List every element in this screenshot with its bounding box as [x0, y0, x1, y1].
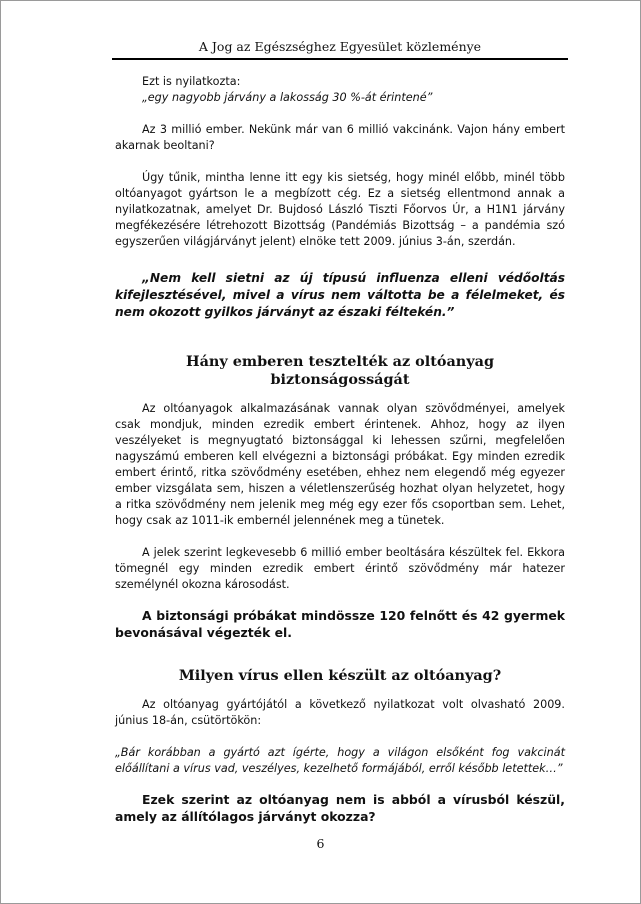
- section-heading-virus: Milyen vírus ellen készült az oltóanyag?: [178, 667, 502, 684]
- section-heading-testing: Hány emberen tesztelték az oltóanyag biztonságosságát: [185, 353, 495, 388]
- quote-no-hurry: „Nem kell sietni az új típusú influenza elleni védőoltás kifejlesztésével, mivel a vírus nem váltotta be a félelmeket, és nem okozott gyilkos járványt az északi féltekén.”: [115, 271, 565, 319]
- paragraph-6-million: A jelek szerint legkevesebb 6 millió ember beoltására készültek fel. Ekkora tömegnél egy minden ezredik embert érintő szövődmény már hatezer személynél okozna károsodást.: [115, 546, 565, 591]
- header-rule: [112, 58, 568, 60]
- paragraph-manufacturer: Az oltóanyag gyártójától a következő nyilatkozat volt olvasható 2009. június 18-án, csütörtökön:: [115, 698, 565, 727]
- running-header: A Jog az Egészséghez Egyesület közleménye: [198, 39, 482, 54]
- quote-30-percent: „egy nagyobb járvány a lakosság 30 %-át érintené”: [142, 91, 433, 104]
- paragraph-side-effects: Az oltóanyagok alkalmazásának vannak olyan szövődményei, amelyek csak mondjuk, minden ezredik embert érintenek. Ahhoz, hogy az ilyen veszélyeket is megnyugtató biztonsággal ki lehessen szűrni, megfelelően nagyszámú emberen kell elvégezni a biztonsági próbákat. Egy minden ezredik embert érintő, ritka szövődmény esetében, ehhez nem elegendő még egyezer ember vizsgálata sem, hiszen a véletlenszerűség hozhat olyan helyzetet, hogy a ritka szövődmény nem jelenik meg még egy ezer fős csoportban sem. Lehet, hogy csak az 1011-ik embernél jelennének meg a tünetek.: [115, 402, 565, 527]
- quote-manufacturer: „Bár korábban a gyártó azt ígérte, hogy a világon elsőként fog vakcinát előállítani a vírus vad, veszélyes, kezelhető formájából, erről később letettek…”: [115, 746, 565, 775]
- page-number: 6: [316, 836, 325, 851]
- page-body: [115, 74, 565, 825]
- paragraph-intro: Ezt is nyilatkozta:: [142, 75, 241, 88]
- paragraph-question: Ezek szerint az oltóanyag nem is abból a vírusból készül, amely az állítólagos járványt okozza?: [115, 792, 565, 824]
- paragraph-haste: Úgy tűnik, mintha lenne itt egy kis sietség, hogy minél előbb, minél több oltóanyagot gyártson le a megbízott cég. Ez a sietség ellentmond annak a nyilatkozatnak, amelyet Dr. Bujdosó László Tiszti Főorvos Úr, a H1N1 járvány megfékezésére létrehozott Bizottság (Pandémiás Bizottság – a pandémia szó egyszerűen világjárványt jelent) elnöke tett 2009. június 3-án, szerdán.: [115, 171, 565, 248]
- paragraph-safety-trials: A biztonsági próbákat mindössze 120 felnőtt és 42 gyermek bevonásával végezték el.: [115, 608, 565, 640]
- paragraph-3-million: Az 3 millió ember. Nekünk már van 6 millió vakcinánk. Vajon hány embert akarnak beoltani?: [115, 123, 565, 152]
